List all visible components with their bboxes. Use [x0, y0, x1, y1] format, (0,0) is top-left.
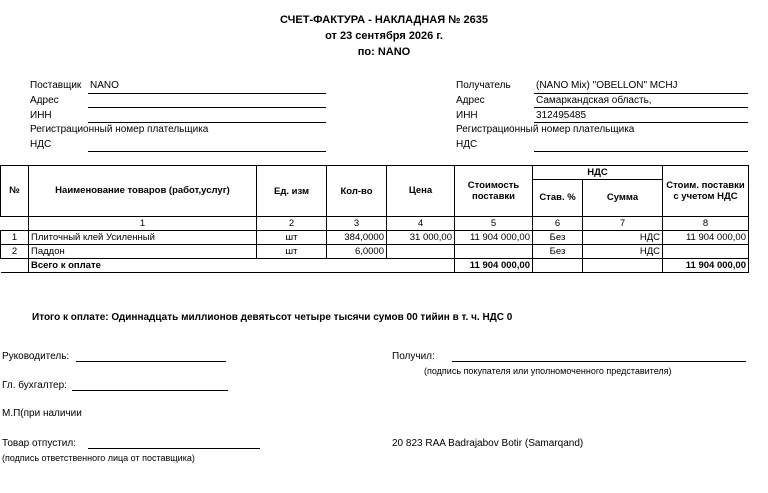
supplier-address-label: Адрес	[30, 95, 59, 106]
header-total: Стоим. поставки с учетом НДС	[663, 166, 749, 217]
received-note: (подпись покупателя или уполномоченного представителя)	[424, 366, 672, 376]
recipient-address-label: Адрес	[456, 95, 485, 106]
recipient-inn: 312495485	[536, 110, 587, 121]
accountant-sign-line	[72, 390, 228, 391]
row-price: 31 000,00	[387, 231, 455, 245]
invoice-date: от 23 сентября 2026 г.	[325, 30, 443, 42]
row-qty: 384,0000	[327, 231, 387, 245]
supplier-label: Поставщик	[30, 80, 82, 91]
row-cost: 11 904 000,00	[455, 231, 533, 245]
amount-in-words: Итого к оплате: Одиннадцать миллионов девятьсот четыре тысячи сумов 00 тийин в т. ч. НДС 0	[32, 312, 513, 323]
released-sign-line	[88, 448, 260, 449]
header-price: Цена	[387, 166, 455, 217]
row-total	[663, 245, 749, 259]
col-number: 5	[455, 217, 533, 231]
header-vat-sum: Сумма	[583, 180, 663, 217]
col-number: 1	[29, 217, 257, 231]
row-unit: шт	[257, 245, 327, 259]
row-vat-sum: НДС	[583, 245, 663, 259]
row-no: 1	[1, 231, 29, 245]
recipient-vat-line	[534, 151, 748, 152]
received-label: Получил:	[392, 351, 435, 362]
recipient-inn-line	[534, 122, 748, 123]
released-label: Товар отпустил:	[2, 438, 76, 449]
header-qty: Кол-во	[327, 166, 387, 217]
row-name: Паддон	[29, 245, 257, 259]
col-number: 8	[663, 217, 749, 231]
col-number: 2	[257, 217, 327, 231]
total-row	[1, 259, 749, 273]
header-name: Наименование товаров (работ,услуг)	[29, 166, 257, 217]
supplier-address-line	[88, 107, 326, 108]
supplier-inn-label: ИНН	[30, 110, 52, 121]
recipient-address: Самаркандская область,	[536, 95, 652, 106]
received-sign-line	[452, 361, 746, 362]
table-row	[1, 231, 749, 245]
row-qty: 6,0000	[327, 245, 387, 259]
driver-info: 20 823 RAA Badrajabov Botir (Samarqand)	[392, 438, 584, 449]
column-number-row	[1, 217, 749, 231]
invoice-subject: по: NANO	[357, 46, 411, 58]
released-note: (подпись ответственного лица от поставщика)	[2, 453, 195, 463]
supplier-name-line	[88, 93, 326, 94]
row-vat-sum: НДС	[583, 231, 663, 245]
header-cost: Стоимость поставки	[455, 166, 533, 217]
recipient-name: (NANO Mix) "OBELLON" MCHJ	[536, 80, 678, 91]
table-row	[1, 245, 749, 259]
header-no: №	[1, 166, 29, 217]
row-no: 2	[1, 245, 29, 259]
supplier-name: NANO	[90, 80, 119, 91]
row-price	[387, 245, 455, 259]
director-sign-line	[76, 361, 226, 362]
col-number: 7	[583, 217, 663, 231]
recipient-reg-label: Регистрационный номер плательщика	[456, 124, 635, 135]
row-total: 11 904 000,00	[663, 231, 749, 245]
col-number: 3	[327, 217, 387, 231]
header-unit: Ед. изм	[257, 166, 327, 217]
recipient-vat-label: НДС	[456, 139, 478, 150]
supplier-reg-label: Регистрационный номер плательщика	[30, 124, 209, 135]
row-vat-rate: Без	[533, 231, 583, 245]
col-number: 6	[533, 217, 583, 231]
header-vat-rate: Став. %	[533, 180, 583, 217]
recipient-inn-label: ИНН	[456, 110, 478, 121]
director-label: Руководитель:	[2, 351, 70, 362]
row-cost	[455, 245, 533, 259]
header-vat-group: НДС	[533, 166, 663, 180]
invoice-title: СЧЕТ-ФАКТУРА - НАКЛАДНАЯ № 2635	[280, 14, 488, 26]
col-number: 4	[387, 217, 455, 231]
row-unit: шт	[257, 231, 327, 245]
supplier-vat-line	[88, 151, 326, 152]
recipient-name-line	[534, 93, 748, 94]
row-vat-rate: Без	[533, 245, 583, 259]
supplier-vat-label: НДС	[30, 139, 52, 150]
row-name: Плиточный клей Усиленный	[29, 231, 257, 245]
invoice-table	[0, 165, 749, 273]
total-cost: 11 904 000,00	[455, 259, 533, 273]
total-sum: 11 904 000,00	[663, 259, 749, 273]
supplier-inn-line	[88, 122, 326, 123]
recipient-label: Получатель	[456, 80, 511, 91]
total-label: Всего к оплате	[29, 259, 455, 273]
accountant-label: Гл. бухгалтер:	[2, 380, 67, 391]
recipient-address-line	[534, 107, 748, 108]
stamp-label: М.П(при наличии	[2, 408, 82, 419]
